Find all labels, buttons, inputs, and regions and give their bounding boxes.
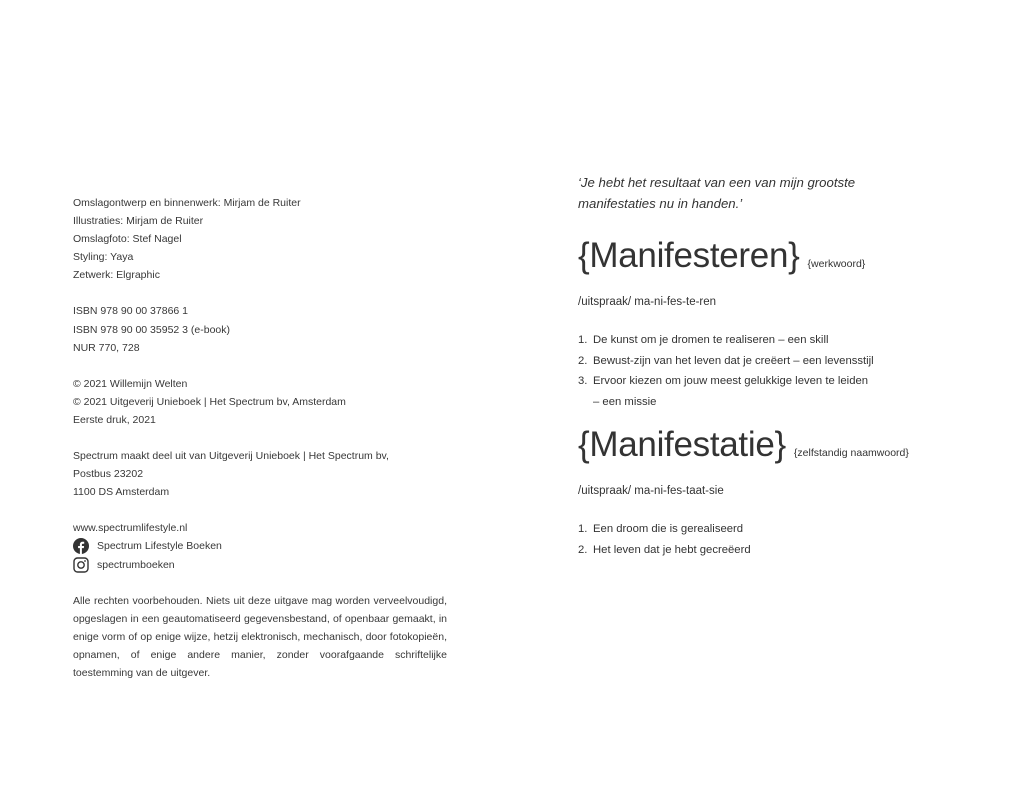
definition-text: Het leven dat je hebt gecreëerd [593,543,751,556]
credits-block [73,194,447,284]
definition-item [578,351,958,372]
rights-notice: Alle rechten voorbehouden. Niets uit deze uitgave mag worden verveelvoudigd, opgeslagen in een geautomatiseerd gegevensbestand, of openbaar gemaakt, in enige vorm of op enige wijze, hetzij elektronisch, mechanisch, door fotokopieën, opnamen, of enige andere manier, zonder voorafgaande schriftelijke toestemming van de uitgever. [73,594,447,679]
credit-line: Omslagontwerp en binnenwerk: Mirjam de Ruiter [73,197,301,209]
dictionary-entry [578,425,958,560]
copyright-line: © 2021 Uitgeverij Unieboek | Het Spectrum bv, Amsterdam [73,395,346,408]
definition-number: 3. [578,375,588,388]
copyright-line: © 2021 Willemijn Welten [73,377,188,390]
definition-list [578,330,958,412]
credit-line: Styling: Yaya [73,251,134,264]
quote-line: ‘Je hebt het resultaat van een van mijn grootste [578,175,856,190]
isbn-line: ISBN 978 90 00 35952 3 (e-book) [73,323,231,336]
credit-line: Omslagfoto: Stef Nagel [73,233,182,246]
definition-item [578,392,958,413]
definition-text: Ervoor kiezen om jouw meest gelukkige leven te leiden [593,375,869,388]
definition-list [578,519,958,560]
headword: {Manifesteren} [578,236,800,275]
colophon-page [73,194,447,682]
definition-page [578,172,958,561]
author-quote [578,172,958,214]
address-block [73,447,447,501]
facebook-icon [73,538,89,554]
credit-line: Zetwerk: Elgraphic [73,269,160,282]
facebook-label: Spectrum Lifestyle Boeken [97,540,222,553]
quote-line: manifestaties nu in handen.’ [578,196,743,211]
facebook-link[interactable] [73,537,447,555]
definition-text: Een droom die is gerealiseerd [593,523,744,536]
part-of-speech: {werkwoord} [807,258,866,270]
pronunciation: /uitspraak/ ma-ni-fes-te-ren [578,296,717,308]
copyright-block [73,375,447,429]
isbn-block [73,302,447,356]
instagram-link[interactable] [73,556,447,574]
online-block [73,519,447,573]
definition-item [578,540,958,561]
definition-number: 2. [578,543,588,556]
definition-text: – een missie [593,395,657,408]
instagram-label: spectrumboeken [97,558,175,571]
definition-number: 1. [578,523,588,536]
address-line: Postbus 23202 [73,468,144,481]
definition-text: Bewust-zijn van het leven dat je creëert – een levensstijl [593,354,874,367]
address-line: Spectrum maakt deel uit van Uitgeverij Unieboek | Het Spectrum bv, [73,450,389,463]
definition-text: De kunst om je dromen te realiseren – een skill [593,334,829,346]
part-of-speech: {zelfstandig naamwoord} [793,447,909,460]
instagram-icon [73,557,89,573]
credit-line: Illustraties: Mirjam de Ruiter [73,215,204,228]
definition-item [578,371,958,392]
headword: {Manifestatie} [578,425,786,465]
edition-line: Eerste druk, 2021 [73,413,156,426]
definition-number: 2. [578,354,588,367]
dictionary-entry [578,236,958,412]
isbn-line: ISBN 978 90 00 37866 1 [73,305,189,318]
definition-number [578,392,593,413]
definition-item [578,330,958,351]
nur-line: NUR 770, 728 [73,341,140,354]
definition-item [578,519,958,540]
address-line: 1100 DS Amsterdam [73,486,170,499]
website-link[interactable]: www.spectrumlifestyle.nl [73,522,188,535]
definition-number: 1. [578,334,588,346]
entry-header [578,236,958,276]
entry-header [578,425,958,465]
pronunciation: /uitspraak/ ma-ni-fes-taat-sie [578,485,724,498]
